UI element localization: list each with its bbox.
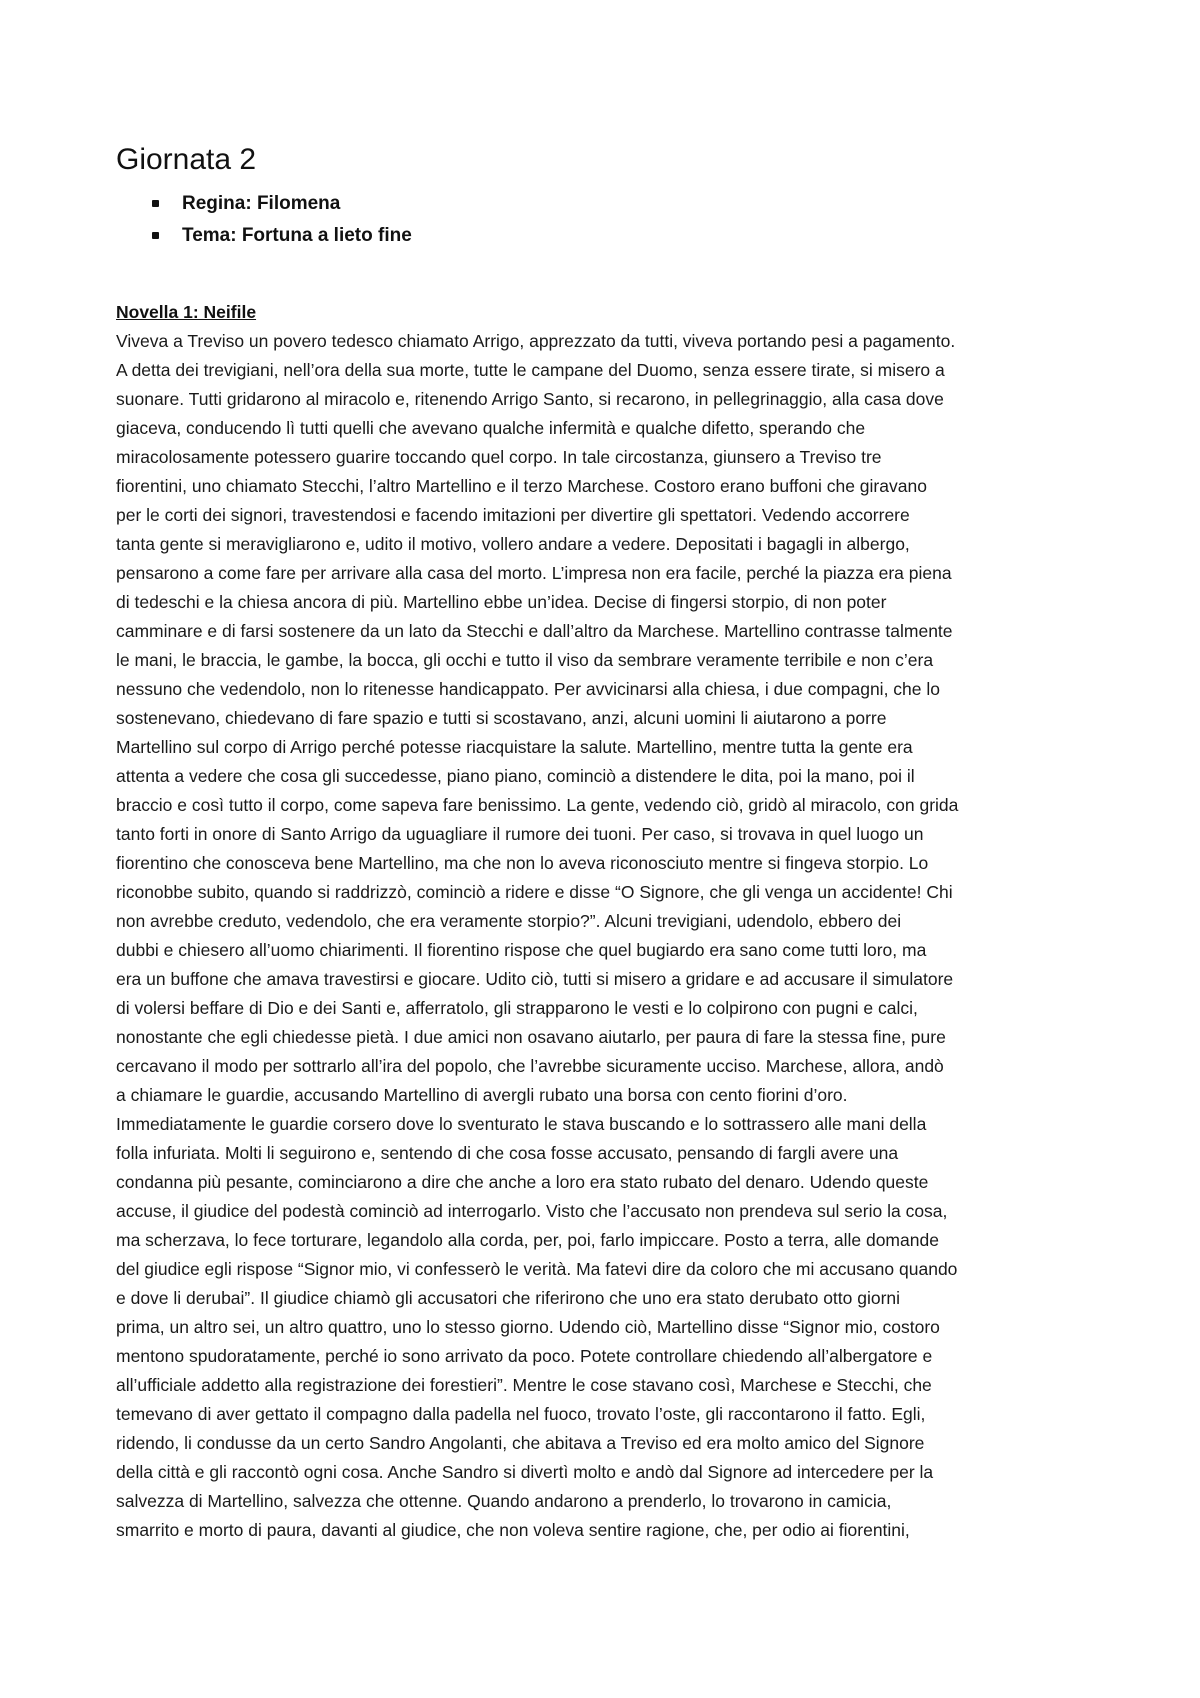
bullet-icon bbox=[152, 232, 159, 239]
body-line: giaceva, conducendo lì tutti quelli che avevano qualche infermità e qualche difetto, sperando che bbox=[116, 418, 866, 438]
body-line: condanna più pesante, cominciarono a dire che anche a loro era stato rubato del denaro. Udendo queste bbox=[116, 1172, 929, 1192]
document-page bbox=[116, 142, 1096, 1545]
body-line: fiorentini, uno chiamato Stecchi, l’altro Martellino e il terzo Marchese. Costoro erano buffoni che giravano bbox=[116, 476, 927, 496]
body-line: le mani, le braccia, le gambe, la bocca, gli occhi e tutto il viso da sembrare veramente terribile e non c’era bbox=[116, 650, 934, 670]
bullet-icon bbox=[152, 200, 159, 207]
body-line: sostenevano, chiedevano di fare spazio e tutti si scostavano, anzi, alcuni uomini li aiutarono a porre bbox=[116, 708, 887, 728]
meta-item-regina bbox=[152, 188, 1096, 220]
body-line: mentono spudoratamente, perché io sono arrivato da poco. Potete controllare chiedendo all’albergatore e bbox=[116, 1346, 933, 1366]
body-line: riconobbe subito, quando si raddrizzò, cominciò a ridere e disse “O Signore, che gli venga un accidente! Chi bbox=[116, 882, 953, 902]
body-line: salvezza di Martellino, salvezza che ottenne. Quando andarono a prenderlo, lo trovarono in camicia, bbox=[116, 1491, 892, 1511]
body-line: della città e gli raccontò ogni cosa. Anche Sandro si divertì molto e andò dal Signore ad intercedere per la bbox=[116, 1462, 934, 1482]
body-line: di tedeschi e la chiesa ancora di più. Martellino ebbe un’idea. Decise di fingersi storpio, di non poter bbox=[116, 592, 887, 612]
body-line: fiorentino che conosceva bene Martellino, ma che non lo aveva riconosciuto mentre si fingeva storpio. Lo bbox=[116, 853, 929, 873]
meta-list bbox=[116, 188, 1096, 252]
body-line: Martellino sul corpo di Arrigo perché potesse riacquistare la salute. Martellino, mentre tutta la gente era bbox=[116, 737, 913, 757]
meta-item-tema bbox=[152, 220, 1096, 252]
body-line: folla infuriata. Molti li seguirono e, sentendo di che cosa fosse accusato, pensando di fargli avere una bbox=[116, 1143, 899, 1163]
body-line: tanto forti in onore di Santo Arrigo da uguagliare il rumore dei tuoni. Per caso, si trovava in quel luogo un bbox=[116, 824, 924, 844]
body-line: temevano di aver gettato il compagno dalla padella nel fuoco, trovato l’oste, gli raccontarono il fatto. Egli, bbox=[116, 1404, 926, 1424]
body-line: attenta a vedere che cosa gli succedesse, piano piano, cominciò a distendere le dita, poi la mano, poi il bbox=[116, 766, 915, 786]
body-line: all’ufficiale addetto alla registrazione dei forestieri”. Mentre le cose stavano così, Marchese e Stecchi, che bbox=[116, 1375, 932, 1395]
body-line: era un buffone che amava travestirsi e giocare. Udito ciò, tutti si misero a gridare e ad accusare il simulatore bbox=[116, 969, 954, 989]
body-line: ridendo, li condusse da un certo Sandro Angolanti, che abitava a Treviso ed era molto amico del Signore bbox=[116, 1433, 925, 1453]
body-line: tanta gente si meravigliarono e, udito il motivo, vollero andare a vedere. Depositati i bagagli in albergo, bbox=[116, 534, 910, 554]
body-line: dubbi e chiesero all’uomo chiarimenti. Il fiorentino rispose che quel bugiardo era sano come tutti loro, ma bbox=[116, 940, 927, 960]
body-line: ma scherzava, lo fece torturare, legandolo alla corda, per, poi, farlo impiccare. Posto a terra, alle domande bbox=[116, 1230, 939, 1250]
body-line: non avrebbe creduto, vedendolo, che era veramente storpio?”. Alcuni trevigiani, udendolo, ebbero dei bbox=[116, 911, 902, 931]
body-line: suonare. Tutti gridarono al miracolo e, ritenendo Arrigo Santo, si recarono, in pellegrinaggio, alla casa dove bbox=[116, 389, 944, 409]
body-line: nonostante che egli chiedesse pietà. I due amici non osavano aiutarlo, per paura di fare la stessa fine, pure bbox=[116, 1027, 946, 1047]
novella-body bbox=[116, 327, 1096, 1545]
meta-item-label: Tema: Fortuna a lieto fine bbox=[182, 225, 412, 246]
body-line: a chiamare le guardie, accusando Martellino di avergli rubato una borsa con cento fiorini d’oro. bbox=[116, 1085, 848, 1105]
body-line: accuse, il giudice del podestà cominciò ad interrogarlo. Visto che l’accusato non prendeva sul serio la cosa, bbox=[116, 1201, 948, 1221]
body-line: nessuno che vedendolo, non lo ritenesse handicappato. Per avvicinarsi alla chiesa, i due compagni, che lo bbox=[116, 679, 940, 699]
body-line: del giudice egli rispose “Signor mio, vi confesserò le verità. Ma fatevi dire da coloro che mi accusano quando bbox=[116, 1259, 958, 1279]
body-line: A detta dei trevigiani, nell’ora della sua morte, tutte le campane del Duomo, senza essere tirate, si misero a bbox=[116, 360, 945, 380]
body-line: miracolosamente potessero guarire toccando quel corpo. In tale circostanza, giunsero a Treviso tre bbox=[116, 447, 882, 467]
body-line: Immediatamente le guardie corsero dove lo sventurato le stava buscando e lo sottrassero alle mani della bbox=[116, 1114, 927, 1134]
body-line: cercavano il modo per sottrarlo all’ira del popolo, che l’avrebbe sicuramente ucciso. Marchese, allora, andò bbox=[116, 1056, 944, 1076]
body-line: e dove li derubai”. Il giudice chiamò gli accusatori che riferirono che uno era stato derubato otto giorni bbox=[116, 1288, 901, 1308]
body-line: di volersi beffare di Dio e dei Santi e, afferratolo, gli strapparono le vesti e lo colpirono con pugni e calci, bbox=[116, 998, 918, 1018]
body-line: per le corti dei signori, travestendosi e facendo imitazioni per divertire gli spettatori. Vedendo accorrere bbox=[116, 505, 910, 525]
body-line: pensarono a come fare per arrivare alla casa del morto. L’impresa non era facile, perché la piazza era piena bbox=[116, 563, 952, 583]
body-line: prima, un altro sei, un altro quattro, uno lo stesso giorno. Udendo ciò, Martellino disse “Signor mio, costoro bbox=[116, 1317, 940, 1337]
body-line: smarrito e morto di paura, davanti al giudice, che non voleva sentire ragione, che, per odio ai fiorentini, bbox=[116, 1520, 910, 1540]
meta-item-label: Regina: Filomena bbox=[182, 193, 341, 214]
page-title: Giornata 2 bbox=[116, 143, 257, 176]
body-line: Viveva a Treviso un povero tedesco chiamato Arrigo, apprezzato da tutti, viveva portando pesi a pagamento. bbox=[116, 331, 956, 351]
novella-heading: Novella 1: Neifile bbox=[116, 302, 257, 322]
body-line: camminare e di farsi sostenere da un lato da Stecchi e dall’altro da Marchese. Martellino contrasse talmente bbox=[116, 621, 953, 641]
body-line: braccio e così tutto il corpo, come sapeva fare benissimo. La gente, vedendo ciò, gridò al miracolo, con grida bbox=[116, 795, 959, 815]
